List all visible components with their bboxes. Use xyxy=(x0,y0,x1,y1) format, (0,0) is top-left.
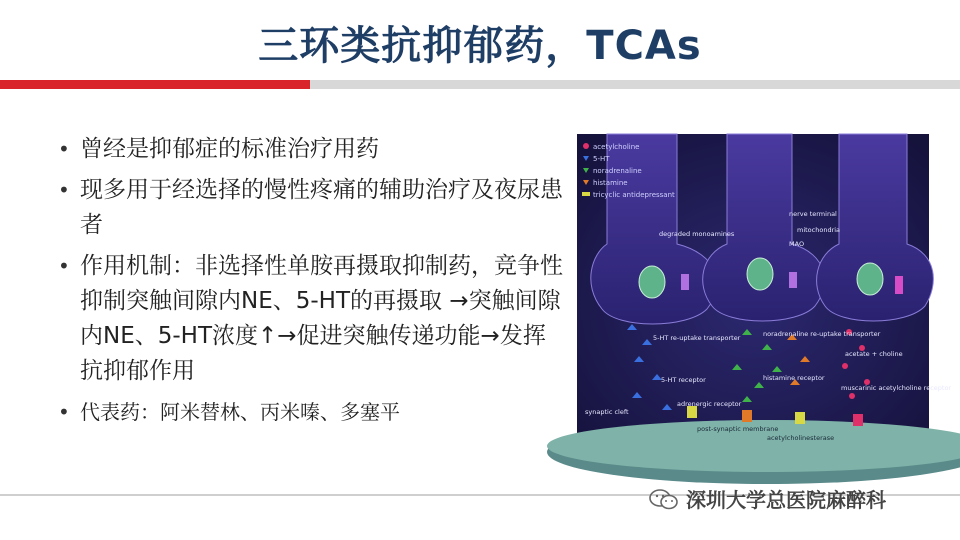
bullet-list xyxy=(58,132,563,436)
label-esterase: acetylcholinesterase xyxy=(767,434,835,442)
legend-tca: tricyclic antidepressant xyxy=(593,191,675,199)
synapse-figure xyxy=(577,134,952,442)
bullet-item: • 作用机制：非选择性单胺再摄取抑制药，竞争性抑制突触间隙内NE、5-HT的再摄取 →突触间隙内NE、5-HT浓度↑→促进突触传递功能→发挥抗抑郁作用 xyxy=(58,249,563,389)
watermark-text: 深圳大学总医院麻醉科 xyxy=(686,488,886,512)
bullet-item: • 曾经是抑郁症的标准治疗用药 xyxy=(58,132,563,167)
label-synaptic-cleft: synaptic cleft xyxy=(585,408,629,416)
legend-acetylcholine: acetylcholine xyxy=(593,143,640,151)
legend-histamine: histamine xyxy=(593,179,628,187)
label-ne-transporter: noradrenaline re-uptake transporter xyxy=(763,330,881,338)
label-adrenergic: adrenergic receptor xyxy=(677,400,742,408)
bullet-item: • 现多用于经选择的慢性疼痛的辅助治疗及夜尿患者 xyxy=(58,173,563,243)
label-post-membrane: post-synaptic membrane xyxy=(697,425,779,433)
legend-noradrenaline: noradrenaline xyxy=(593,167,642,175)
title-rule-accent xyxy=(0,80,310,89)
slide-title: 三环类抗抑郁药，TCAs xyxy=(258,23,702,69)
label-muscarinic: muscarinic acetylcholine receptor xyxy=(841,384,952,392)
label-mao: MAO xyxy=(789,240,805,248)
title-rule xyxy=(310,80,960,89)
label-acetate: acetate + choline xyxy=(845,350,903,358)
bullet-item: • 代表药：阿米替林、丙米嗪、多塞平 xyxy=(58,395,563,430)
label-ht-receptor: 5-HT receptor xyxy=(661,376,706,384)
label-ht-transporter: 5-HT re-uptake transporter xyxy=(653,334,741,342)
label-histamine-receptor: histamine receptor xyxy=(763,374,825,382)
label-mitochondria: mitochondria xyxy=(797,226,841,234)
legend-5ht: 5-HT xyxy=(593,155,610,163)
label-degraded: degraded monoamines xyxy=(659,230,735,238)
synapse-diagram xyxy=(577,134,952,442)
watermark xyxy=(648,484,886,513)
wechat-icon xyxy=(648,488,680,510)
label-nerve-terminal: nerve terminal xyxy=(789,210,837,218)
